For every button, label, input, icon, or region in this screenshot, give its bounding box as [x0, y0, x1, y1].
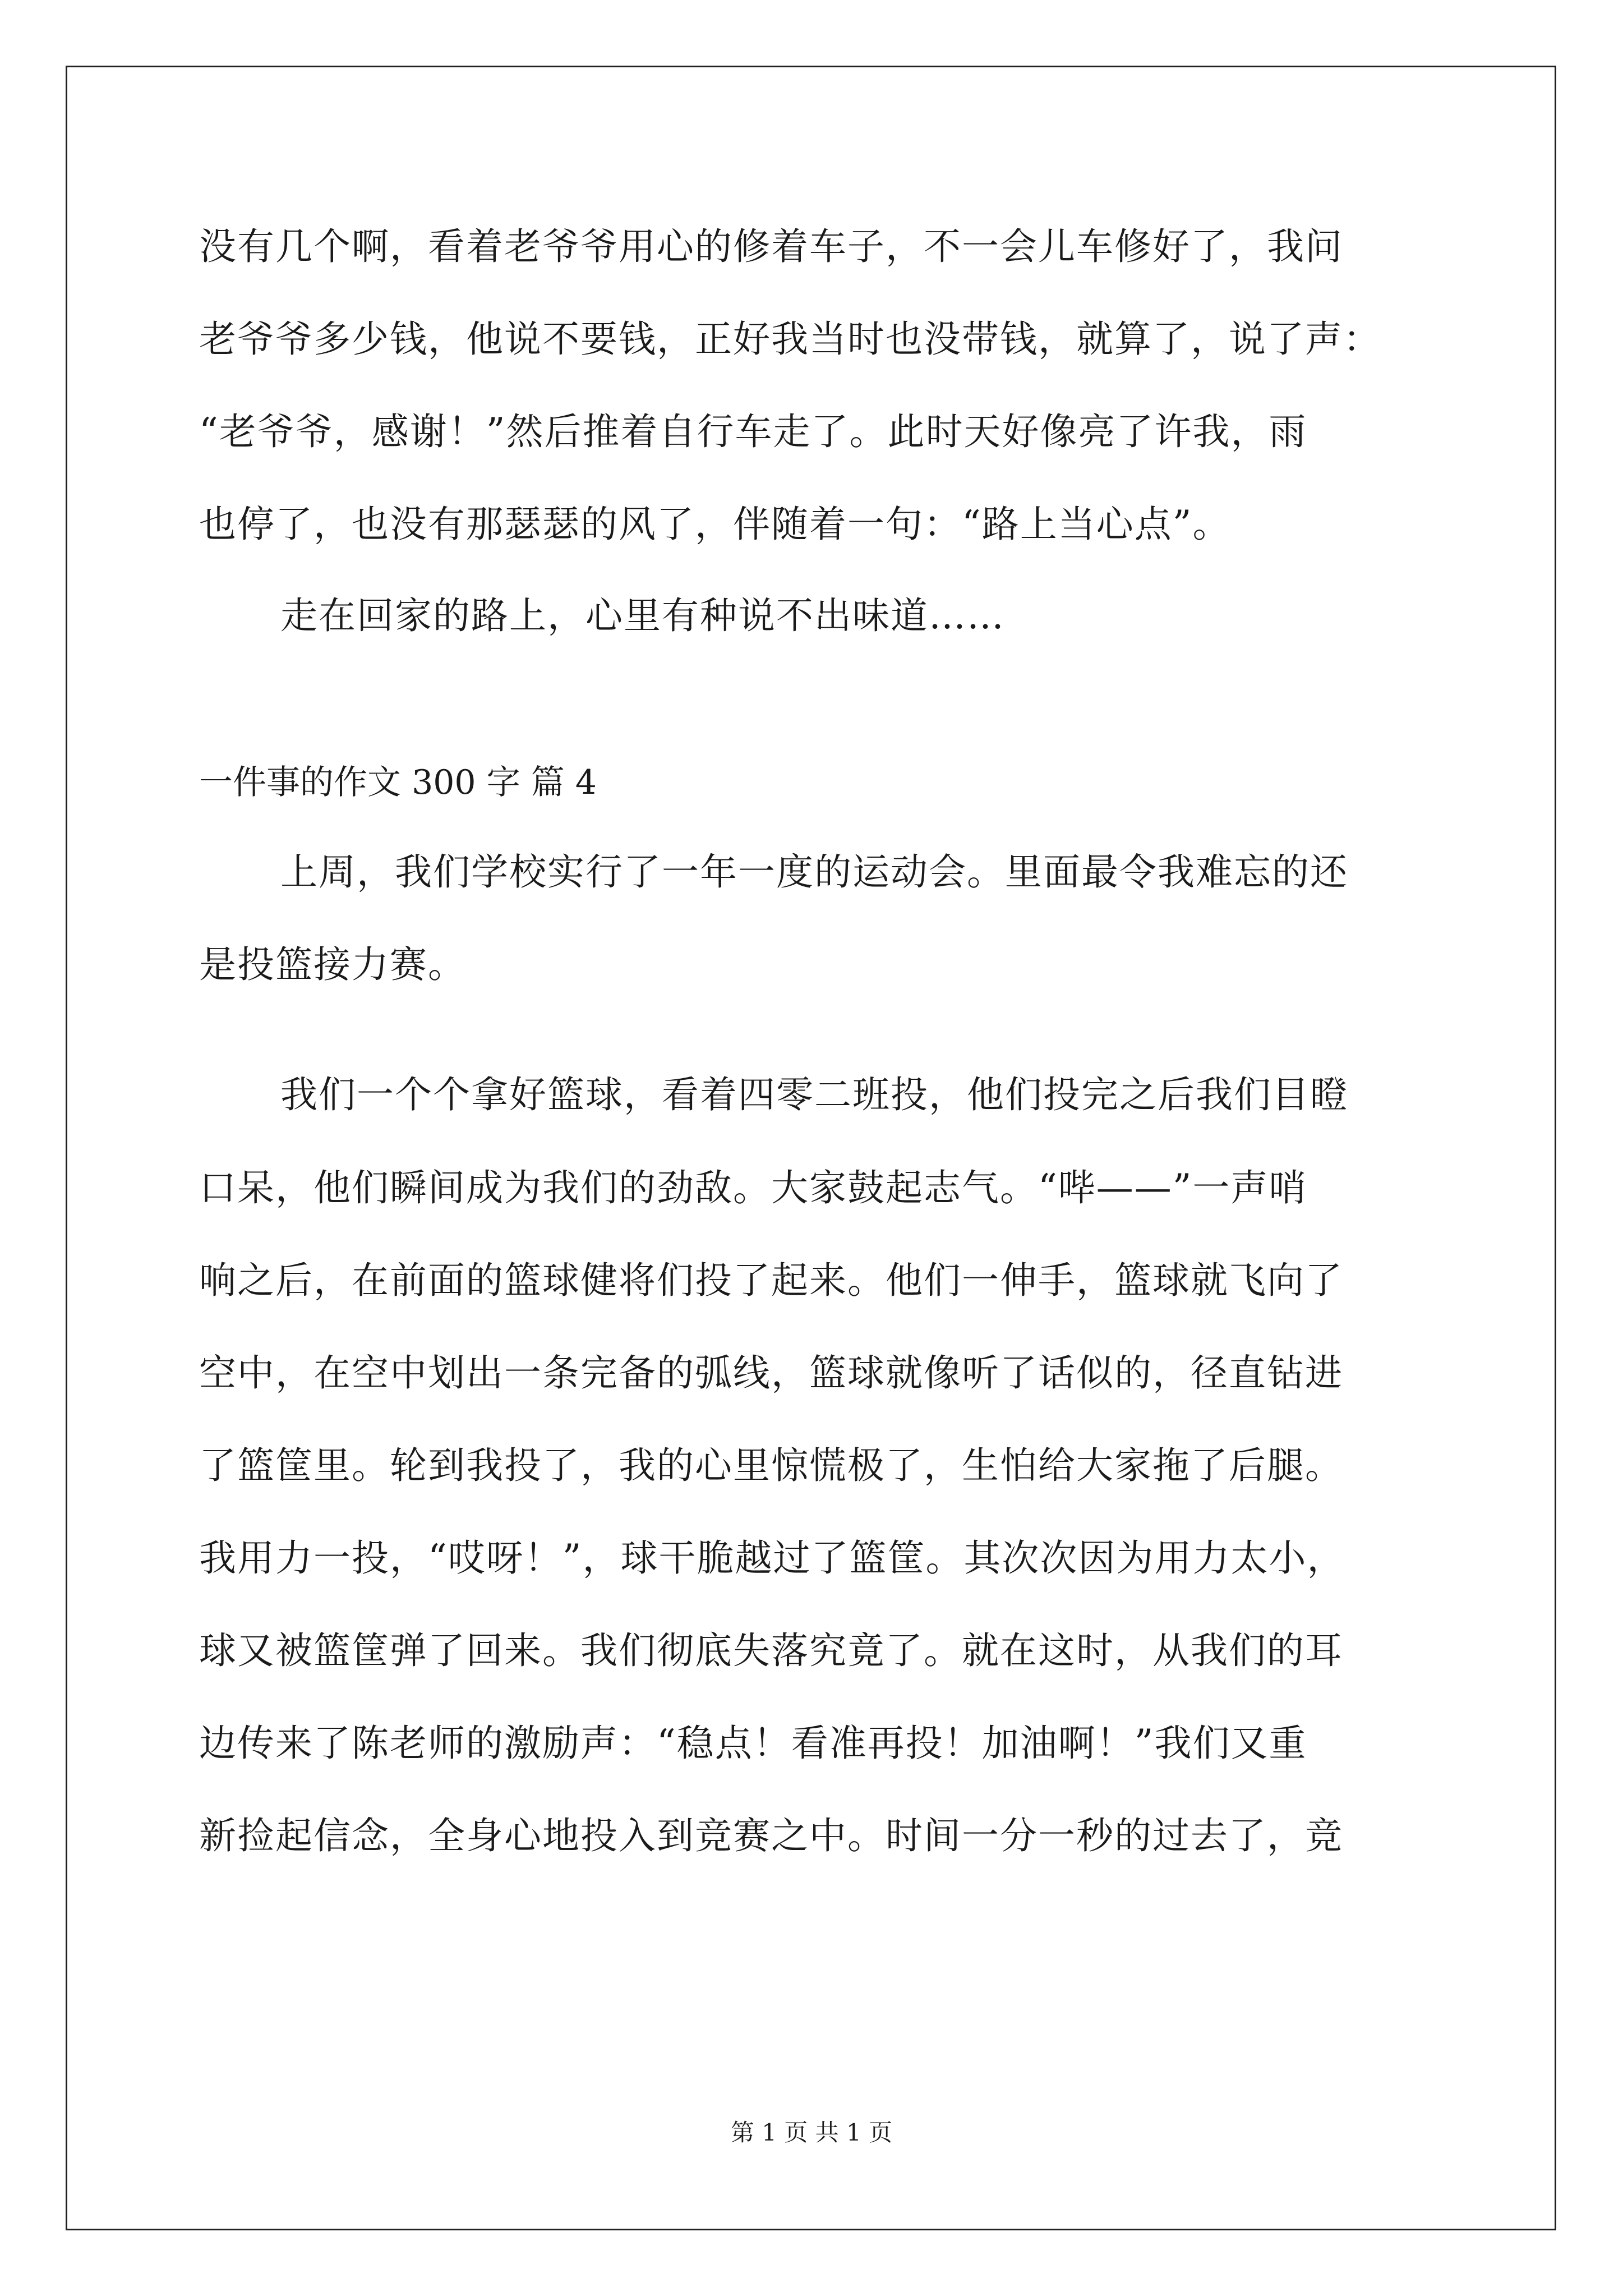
paragraph-line: 也停了，也没有那瑟瑟的风了，伴随着一句：“路上当心点”。: [199, 503, 1231, 546]
paragraph-line: 上周，我们学校实行了一年一度的运动会。里面最令我难忘的还: [280, 850, 1348, 894]
paragraph-line: 响之后，在前面的篮球健将们投了起来。他们一伸手，篮球就飞向了: [199, 1259, 1343, 1302]
paragraph-line: 新捡起信念，全身心地投入到竞赛之中。时间一分一秒的过去了，竞: [199, 1814, 1343, 1857]
paragraph-line: 口呆，他们瞬间成为我们的劲敌。大家鼓起志气。“哔——”一声哨: [199, 1166, 1307, 1209]
paragraph-line: 走在回家的路上，心里有种说不出味道……: [280, 594, 1005, 637]
section-heading: 一件事的作文 300 字 篇 4: [199, 763, 597, 802]
paragraph-line: 老爷爷多少钱，他说不要钱，正好我当时也没带钱，就算了，说了声：: [199, 318, 1381, 361]
paragraph-line: 了篮筐里。轮到我投了，我的心里惊慌极了，生怕给大家拖了后腿。: [199, 1444, 1343, 1487]
page-footer: 第 1 页 共 1 页: [730, 2119, 893, 2146]
paragraph-line: 没有几个啊，看着老爷爷用心的修着车子，不一会儿车修好了，我问: [199, 225, 1343, 268]
paragraph-line: 球又被篮筐弹了回来。我们彻底失落究竟了。就在这时，从我们的耳: [199, 1629, 1343, 1672]
page-border: [66, 66, 1556, 2230]
paragraph-line: 空中，在空中划出一条完备的弧线，篮球就像听了话似的，径直钻进: [199, 1351, 1343, 1395]
paragraph-line: 是投篮接力赛。: [199, 943, 466, 986]
paragraph-line: 边传来了陈老师的激励声：“稳点！看准再投！加油啊！”我们又重: [199, 1722, 1307, 1765]
paragraph-line: 我用力一投，“哎呀！”，球干脆越过了篮筐。其次次因为用力太小，: [199, 1536, 1345, 1580]
paragraph-line: “老爷爷，感谢！”然后推着自行车走了。此时天好像亮了许我，雨: [199, 410, 1307, 453]
paragraph-line: 我们一个个拿好篮球，看着四零二班投，他们投完之后我们目瞪: [280, 1073, 1348, 1116]
